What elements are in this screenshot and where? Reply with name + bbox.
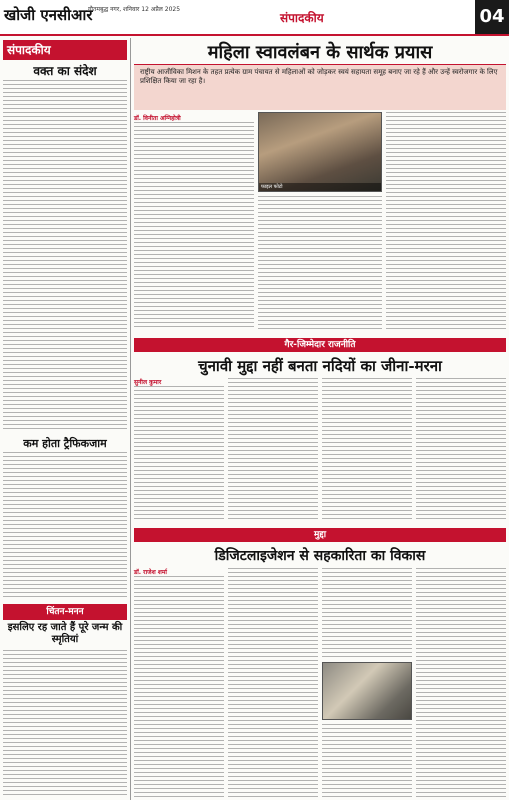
cooperative-article-byline: डॉ. राजेश शर्मा	[134, 569, 167, 576]
cooperative-article-column-2	[228, 568, 318, 798]
cooperative-article-column-3	[322, 568, 412, 658]
chintan-section-label: चिंतन-मनन	[3, 604, 127, 620]
cooperative-article-column-4	[416, 568, 506, 798]
rivers-article-byline: सुनील कुमार	[134, 379, 162, 386]
editorial-section-label: संपादकीय	[3, 40, 127, 60]
editorial-headline-secondary: कम होता ट्रैफिकजाम	[23, 437, 107, 450]
page-section-title: संपादकीय	[280, 11, 324, 25]
section-band-politics: गैर-जिम्मेदार राजनीति	[134, 338, 506, 352]
section-band-issue: मुद्दा	[134, 528, 506, 542]
lead-article-column-1	[134, 122, 254, 330]
lead-article-headline: महिला स्वावलंबन के सार्थक प्रयास	[207, 42, 433, 63]
rivers-article-column-4	[416, 378, 506, 522]
newspaper-brand: खोजी एनसीआर	[4, 6, 93, 24]
chintan-body-text	[3, 650, 127, 796]
dateline: गौतमबुद्ध नगर, शनिवार 12 अप्रैल 2025	[88, 6, 181, 13]
page-number: 04	[475, 0, 509, 34]
lead-article-deck: राष्ट्रीय आजीविका मिशन के तहत प्रत्येक ग्राम पंचायत से महिलाओं को जोड़कर स्वयं सहायता समूह बनाए जा रहे हैं और उन्हें स्वरोजगार के लिए प्रशिक्षित किया जा रहा है।	[134, 64, 506, 110]
photo-caption: फाइल फोटो	[259, 183, 381, 191]
lead-article-column-2	[258, 196, 382, 330]
rivers-article-column-1	[134, 386, 224, 522]
rivers-article-headline: चुनावी मुद्दा नहीं बनता नदियों का जीना-मरना	[198, 357, 442, 375]
column-divider	[130, 38, 131, 800]
rivers-article-column-3	[322, 378, 412, 522]
editorial-headline: वक्त का संदेश	[33, 64, 97, 78]
editorial-body-text	[3, 80, 127, 432]
editorial-secondary-body-text	[3, 452, 127, 598]
lead-article-column-3	[386, 112, 506, 330]
lead-article-photo	[258, 112, 382, 192]
masthead	[0, 0, 509, 36]
cooperative-article-headline: डिजिटलाइजेशन से सहकारिता का विकास	[214, 548, 426, 564]
rivers-article-column-2	[228, 378, 318, 522]
lead-article-byline: डॉ. विनीता अग्निहोत्री	[134, 115, 181, 122]
cooperative-article-column-3b	[322, 724, 412, 798]
chintan-headline: इसलिए रह जाते हैं पूरे जन्म की स्मृतियां	[7, 622, 123, 645]
cooperative-article-column-1	[134, 576, 224, 798]
cooperative-article-photo	[322, 662, 412, 720]
